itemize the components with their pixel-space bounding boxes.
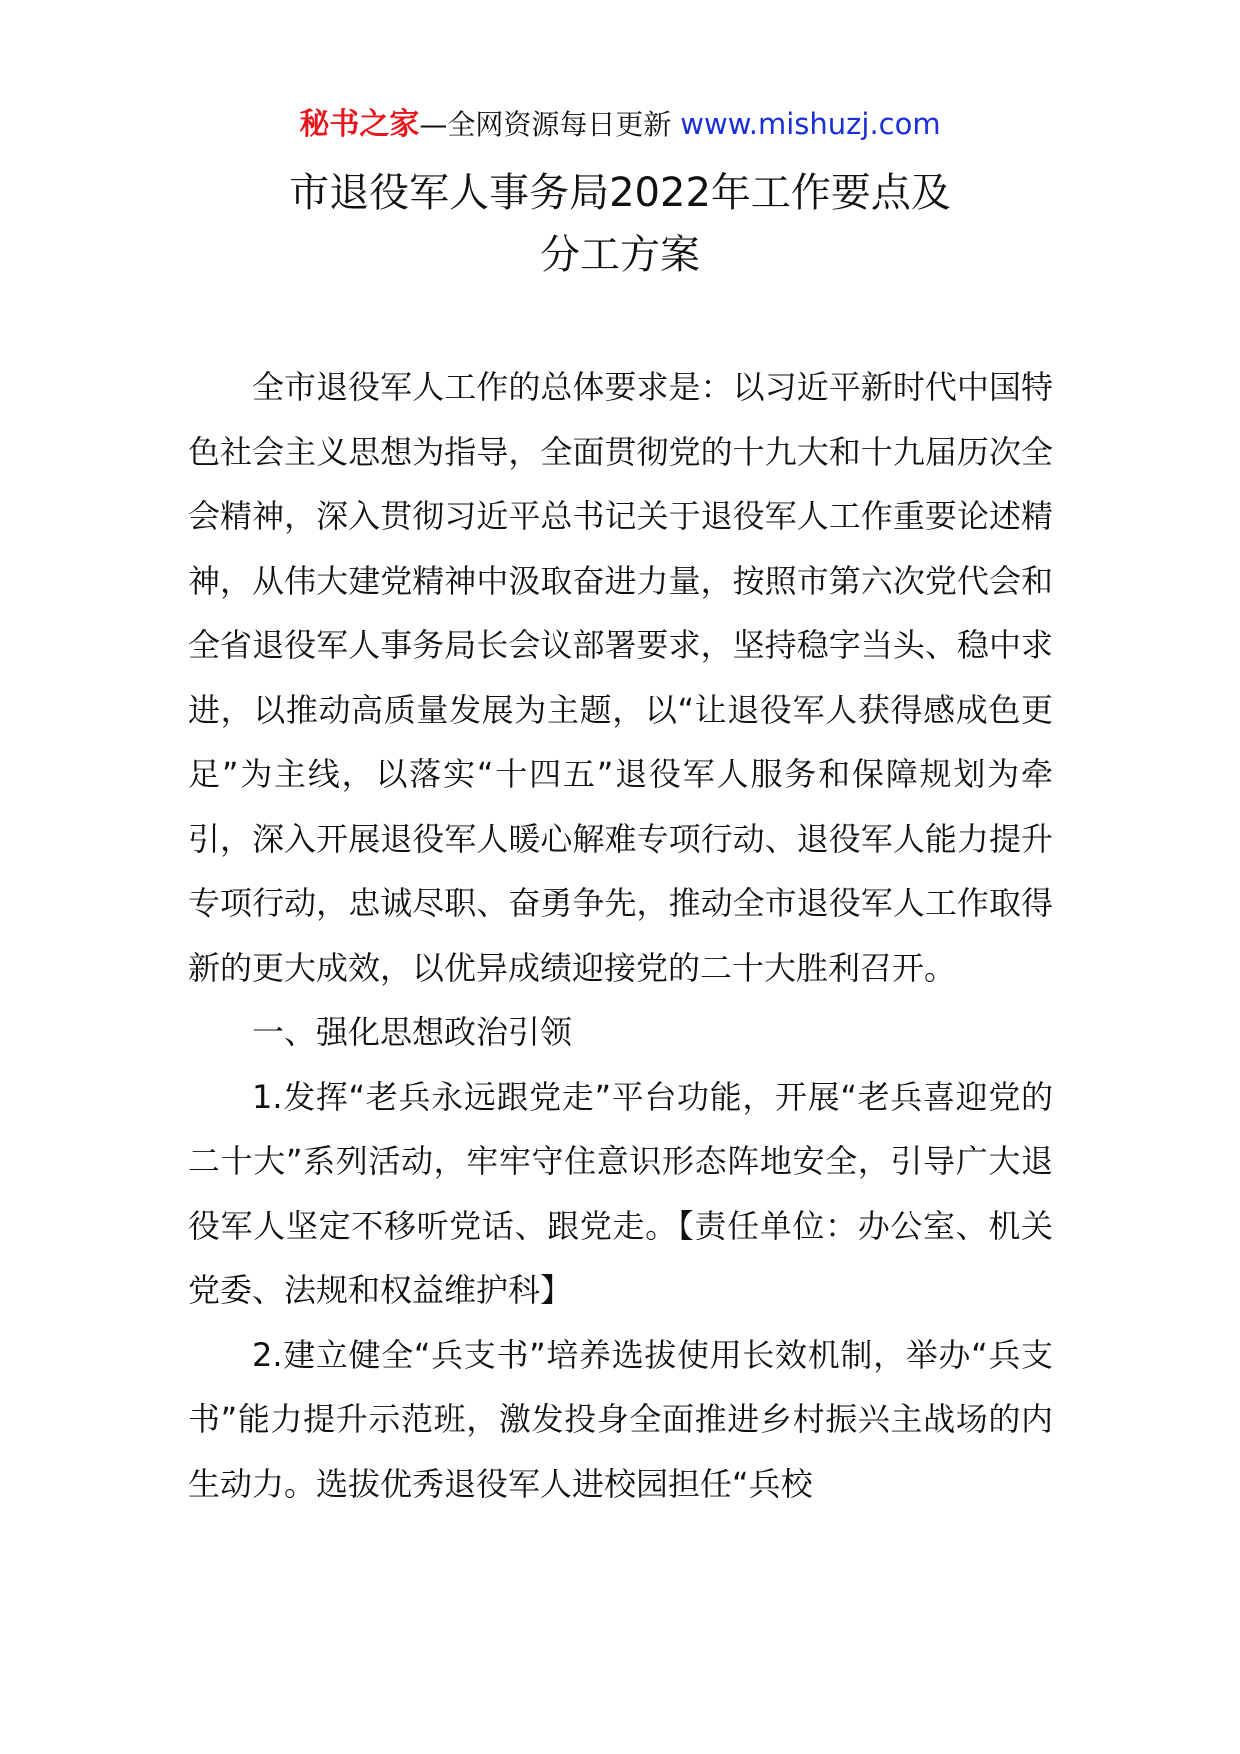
document-body — [188, 355, 1053, 1516]
brand-name: 秘书之家 — [299, 107, 420, 142]
title-line-1: 市退役军人事务局2022年工作要点及 — [289, 170, 951, 216]
site-header — [0, 104, 1240, 145]
item-paragraph-1: 1.发挥“老兵永远跟党走”平台功能，开展“老兵喜迎党的二十大”系列活动，牢牢守住意识形态阵地安全，引导广大退役军人坚定不移听党话、跟党走。【责任单位：办公室、机关党委、法规和权益维护科】 — [188, 1077, 1053, 1309]
section-heading: 一、强化思想政治引领 — [252, 1013, 573, 1051]
intro-paragraph: 全市退役军人工作的总体要求是：以习近平新时代中国特色社会主义思想为指导，全面贯彻党的十九大和十九届历次全会精神，深入贯彻习近平总书记关于退役军人工作重要论述精神，从伟大建党精神中汲取奋进力量，按照市第六次党代会和全省退役军人事务局长会议部署要求，坚持稳字当头、稳中求进，以推动高质量发展为主题，以“让退役军人获得感成色更足”为主线，以落实“十四五”退役军人服务和保障规划为牵引，深入开展退役军人暖心解难专项行动、退役军人能力提升专项行动，忠诚尽职、奋勇争先，推动全市退役军人工作取得新的更大成效，以优异成绩迎接党的二十大胜利召开。 — [188, 368, 1053, 987]
item-paragraph-2: 2.建立健全“兵支书”培养选拔使用长效机制，举办“兵支书”能力提升示范班，激发投身全面推进乡村振兴主战场的内生动力。选拔优秀退役军人进校园担任“兵校 — [188, 1335, 1053, 1503]
site-url-link[interactable]: www.mishuzj.com — [680, 107, 941, 141]
title-line-2: 分工方案 — [540, 232, 700, 278]
document-title — [0, 162, 1240, 286]
header-slogan: —全网资源每日更新 — [419, 108, 681, 141]
